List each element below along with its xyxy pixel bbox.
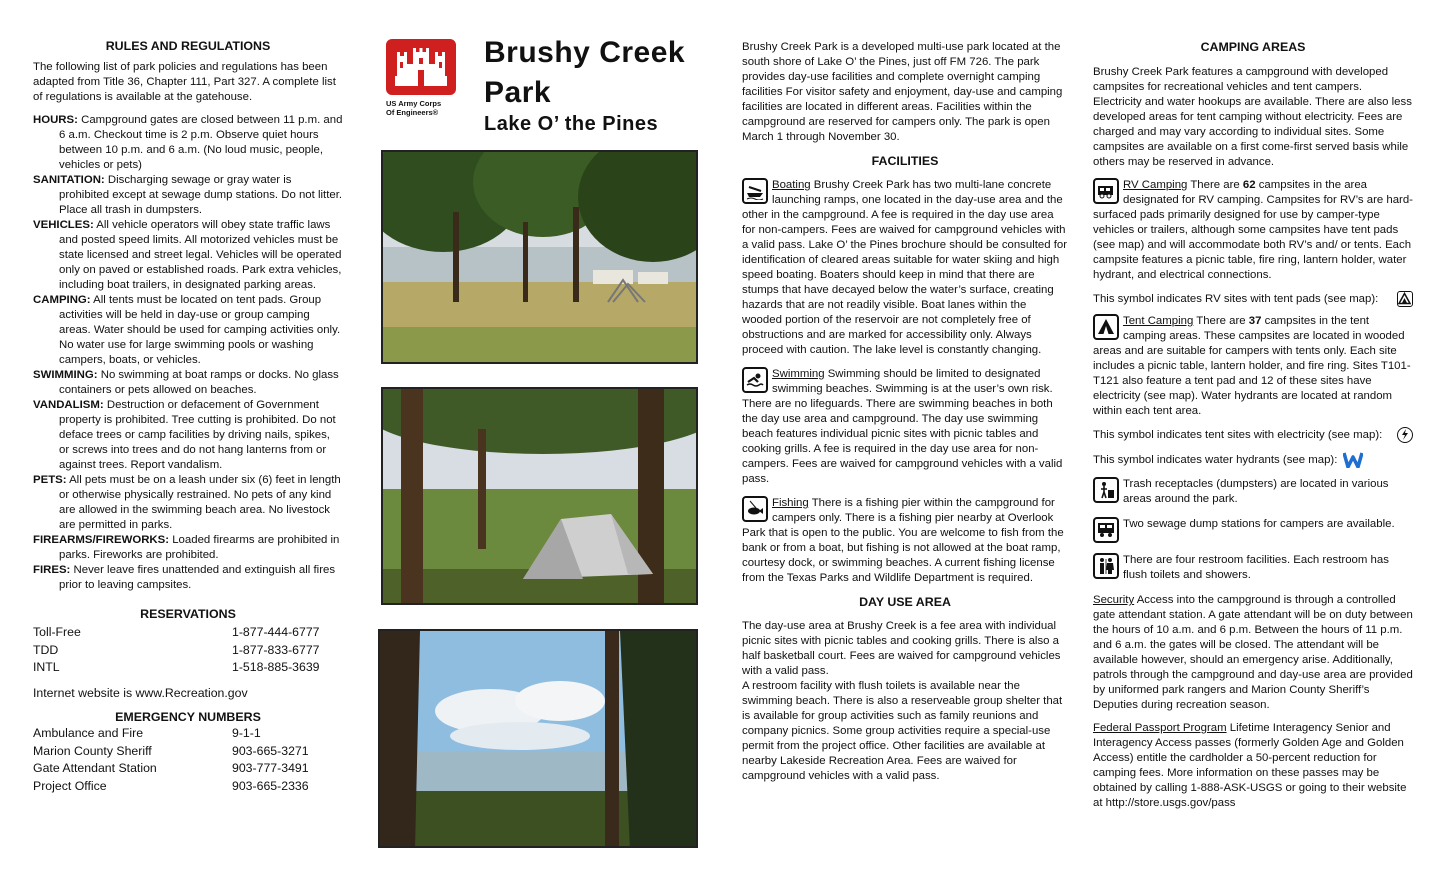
tent-camping: Tent Camping There are 37 campsites in the tent camping areas. These campsites are located in wooded areas and are suitable for campers with tents only. Each site includes a picnic table, lantern holder, and fire ring. Sites T101-T121 also feature a tent pad and 12 of these sites have electricity (see map). Water hydrants are located at random within each tent area.	[1093, 315, 1411, 417]
camping-intro: Brushy Creek Park features a campground with developed campsites for recreational vehicles and tent campers. Electricity and water hookups are available. There are also less developed areas for tent camping without electricity. Fees are charged and may vary according to individual sites. Some campsites are available on a first come-first served basis while others may be reserved in advance.	[1093, 66, 1412, 168]
fish-icon	[742, 496, 768, 522]
water-hydrant-icon	[1343, 452, 1363, 468]
rules-intro: The following list of park policies and regulations has been adapted from Title 36, Chapter 111, Part 327. A complete list of regulations is available at the gatehouse.	[33, 61, 336, 103]
park-title-line1: Brushy Creek	[484, 36, 686, 69]
emergency-row: Gate Attendant Station 903-777-3491	[33, 761, 309, 775]
boat-icon	[742, 178, 768, 204]
facilities-column	[742, 40, 1068, 788]
reservation-website: Internet website is www.Recreation.gov	[33, 685, 248, 700]
reservation-row: Toll-Free 1-877-444-6777	[33, 625, 320, 639]
usace-logo	[378, 33, 456, 117]
facilities-heading: FACILITIES	[871, 154, 939, 168]
trash-icon	[1093, 477, 1119, 503]
rv-camping: RV Camping There are 62 campsites in the area designated for RV camping. Campsites for RV’s are hard-surfaced pads primarily designed for use by camper-type vehicles or trailers, although some campsites have tent pads (see map) and will accommodate both RV’s and/ or tents. Each campsite features a picnic table, fire ring, lantern holder, water hydrant, and electrical connections.	[1093, 179, 1413, 281]
rule-swimming: SWIMMING: No swimming at boat ramps or docks. No glass containers or pets allowed on beaches.	[33, 369, 339, 396]
rules-column	[33, 33, 343, 795]
park-title	[484, 33, 686, 135]
swimmer-icon	[742, 367, 768, 393]
emergency-row: Project Office 903-665-2336	[33, 778, 309, 793]
rule-firearms: FIREARMS/FIREWORKS: Loaded firearms are prohibited in parks. Fireworks are prohibited.	[33, 534, 340, 561]
rv-tent-symbol-line: This symbol indicates RV sites with tent pads (see map):	[1093, 291, 1413, 307]
camping-column	[1093, 40, 1413, 815]
photo-lake-view	[378, 629, 698, 848]
logo-caption: US Army Corps Of Engineers®	[386, 99, 442, 117]
title-block	[378, 33, 703, 143]
restroom-icon	[1093, 553, 1119, 579]
rule-hours: HOURS: Campground gates are closed between 11 p.m. and 6 a.m. Checkout time is 2 p.m. Observe quiet hours between 10 p.m. and 6 a.m. (No loud music, people, vehicles or pets)	[33, 114, 343, 171]
rule-fires: FIRES: Never leave fires unattended and extinguish all fires prior to leaving campsites.	[33, 564, 336, 591]
emergency-heading: EMERGENCY NUMBERS	[115, 710, 261, 724]
photo-day-use-park	[381, 150, 698, 364]
day-use-p2: A restroom facility with flush toilets is available near the swimming beach. There is also a reserveable group shelter that is available for group activities such as family reunions and company picnics. Some group activities require a special-use permit from the project office. Other facilities are available at nearby Lakeside Recreation Area. Fees are waived for campground vehicles with a valid pass.	[742, 680, 1063, 782]
rule-sanitation: SANITATION: Discharging sewage or gray water is prohibited except at sewage dump stations. Do not litter. Place all trash in dumpsters.	[33, 174, 343, 216]
photo-tent-campsite	[381, 387, 698, 605]
rv-tent-pad-icon	[1397, 291, 1413, 307]
rules-list	[33, 113, 343, 593]
security-info: Security Access into the campground is through a controlled gate attendant station. A gate attendant will be on duty between the hours of 10 a.m. and 6 p.m. Between the hours of 11 p.m. and 6 a.m. the gates will be closed. The attendant will be available however, should an emergency arise. Additionally, patrols through the campground and day-use area are provided by uniformed park rangers and Marion County Sheriff’s Deputies during recreation season.	[1093, 594, 1413, 711]
tent-icon	[1093, 314, 1119, 340]
day-use-heading: DAY USE AREA	[859, 595, 951, 609]
dump-station-info: Two sewage dump stations for campers are available.	[1093, 517, 1413, 543]
facility-fishing: Fishing There is a fishing pier within the campground for campers only. There is a fishing pier nearby at Overlook Park that is open to the public. You are welcome to fish from the bank or from a boat, but fishing is not allowed at the boat ramp, courtesy dock, or swimming beaches. A current fishing license from the Texas Parks and Wildlife Department is required.	[742, 497, 1064, 584]
electric-icon	[1397, 427, 1413, 443]
reservation-row: INTL 1-518-885-3639	[33, 660, 320, 674]
rule-pets: PETS: All pets must be on a leash under six (6) feet in length or otherwise physically restrained. No pets of any kind are allowed in the swimming beach area. No livestock are permitted in parks.	[33, 474, 341, 531]
reservations-heading: RESERVATIONS	[140, 607, 236, 621]
park-intro: Brushy Creek Park is a developed multi-use park located at the south shore of Lake O’ the Pines, just off FM 726. The park provides day-use facilities and complete overnight camping facilities For visitor safety and enjoyment, day-use and camping facilities are located in different areas. Facilities within the campground are reserved for campers only. The park is open March 1 through November 30.	[742, 41, 1063, 143]
emergency-list	[33, 725, 343, 795]
water-symbol-line: This symbol indicates water hydrants (see map):	[1093, 452, 1413, 468]
rule-camping: CAMPING: All tents must be located on tent pads. Group activities will be held in day-use or group camping areas. Water should be used for camping activities only. No water use for large swimming pools or washing campers, boats, or vehicles.	[33, 294, 341, 366]
passport-info: Federal Passport Program Lifetime Interagency Senior and Interagency Access passes (formerly Golden Age and Golden Access) entitle the cardholder a 50-percent reduction for camping fees. More information on these passes may be obtained by calling 1-888-ASK-USGS or going to their website at http://store.usgs.gov/pass	[1093, 722, 1407, 809]
dump-station-icon	[1093, 517, 1119, 543]
rule-vehicles: VEHICLES: All vehicle operators will obey state traffic laws and posted speed limits. All motorized vehicles must be state licensed and street legal. Vehicles will be operated only on paved or established roads. Park extra vehicles, including boat trailers, in designated parking areas.	[33, 219, 342, 291]
emergency-row: Marion County Sheriff 903-665-3271	[33, 743, 309, 758]
day-use-p1: The day-use area at Brushy Creek is a fee area with individual picnic sites with picnic tables and cooking grills. There is also a half basketball court. Fees are waived for campground vehicles with a valid pass.	[742, 620, 1061, 677]
restroom-info: There are four restroom facilities. Each restroom has flush toilets and showers.	[1093, 553, 1413, 583]
camping-heading: CAMPING AREAS	[1200, 40, 1306, 54]
castle-icon	[386, 39, 456, 95]
facility-boating: Boating Brushy Creek Park has two multi-lane concrete launching ramps, one located in the day-use area and the other in the campground. A fee is required in the day use area for non-campers. Fees are waived for campground vehicles with a valid pass. Lake O’ the Pines brochure should be consulted for identification of cleared areas suitable for water skiing and high speed boating. Boaters should keep in mind that there are stumps that have decayed below the water’s surface, creating hazards that are not readily visible. Boat lanes within the wooded portion of the reservoir are not completely free of obstructions and are marked for accessibility only. Always proceed with caution. The lake level is constantly changing.	[742, 179, 1068, 356]
reservations-list	[33, 624, 343, 677]
tent-electric-symbol-line: This symbol indicates tent sites with electricity (see map):	[1093, 427, 1413, 443]
rules-heading: RULES AND REGULATIONS	[105, 39, 271, 53]
rv-icon	[1093, 178, 1119, 204]
reservation-row: TDD 1-877-833-6777	[33, 642, 320, 657]
park-title-line2: Park	[484, 76, 552, 109]
lake-subtitle: Lake O’ the Pines	[484, 113, 659, 135]
rule-vandalism: VANDALISM: Destruction or defacement of Government property is prohibited. Tree cutting is prohibited. Do not deface trees or camp facilities by driving nails, spikes, or screws into trees and do not hang lanterns from or against trees. Report vandalism.	[33, 399, 336, 471]
emergency-row: Ambulance and Fire 9-1-1	[33, 726, 261, 740]
title-photo-column	[378, 33, 703, 143]
trash-info: Trash receptacles (dumpsters) are located in various areas around the park.	[1093, 477, 1413, 507]
facility-swimming: Swimming Swimming should be limited to designated swimming beaches. Swimming is at the user’s own risk. There are no lifeguards. There are swimming beaches in both the day use area and campground. The day use swimming beach features individual picnic sites with picnic tables and cooking grills. A fee is required in the day use area for non-campers. Fees are waived for campground vehicles with a valid pass.	[742, 368, 1063, 485]
